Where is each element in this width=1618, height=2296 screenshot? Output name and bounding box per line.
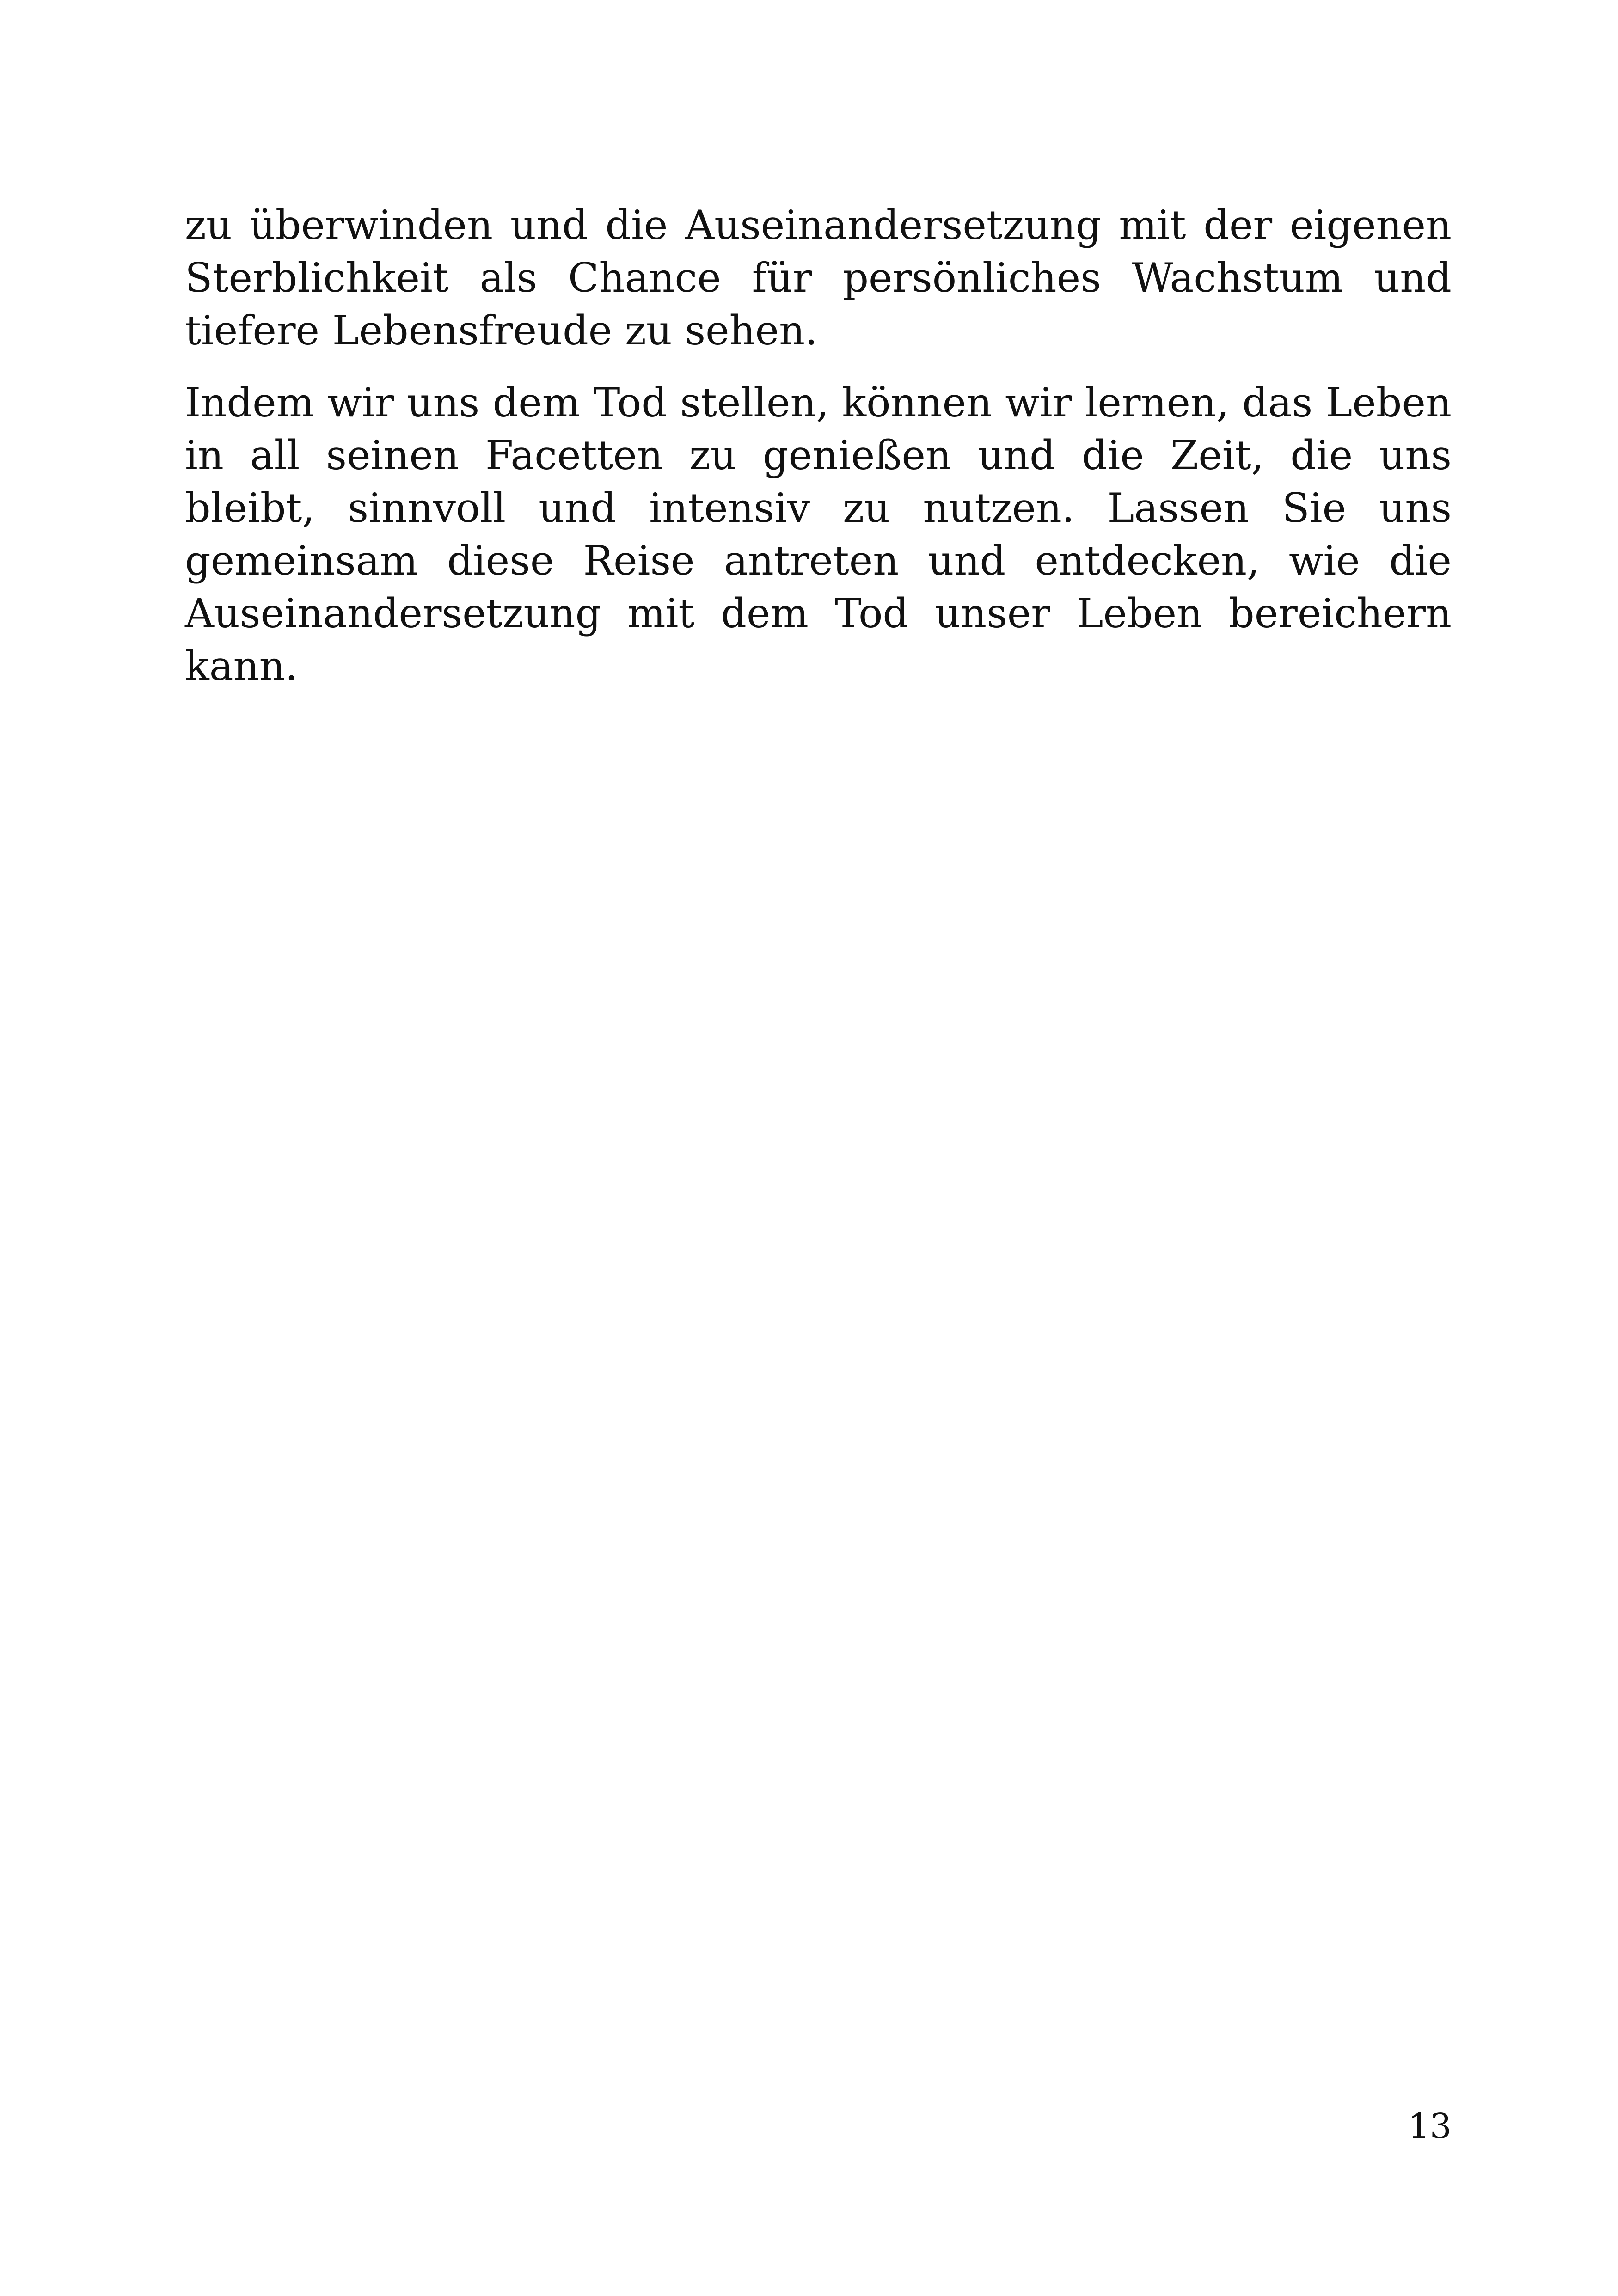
paragraph-1: zu überwinden und die Auseinandersetzung mit der eigenen Sterblichkeit als Chance für persönliches Wachstum und tiefere Lebensfreude zu sehen.	[185, 202, 1452, 354]
body-text	[185, 199, 1452, 692]
page-number: 13	[1408, 2106, 1452, 2146]
paragraph-2: Indem wir uns dem Tod stellen, können wir lernen, das Leben in all seinen Facetten zu genießen und die Zeit, die uns bleibt, sinnvoll und intensiv zu nutzen. Lassen Sie uns gemeinsam diese Reise antreten und entdecken, wie die Auseinandersetzung mit dem Tod unser Leben bereichern kann.	[185, 379, 1452, 690]
